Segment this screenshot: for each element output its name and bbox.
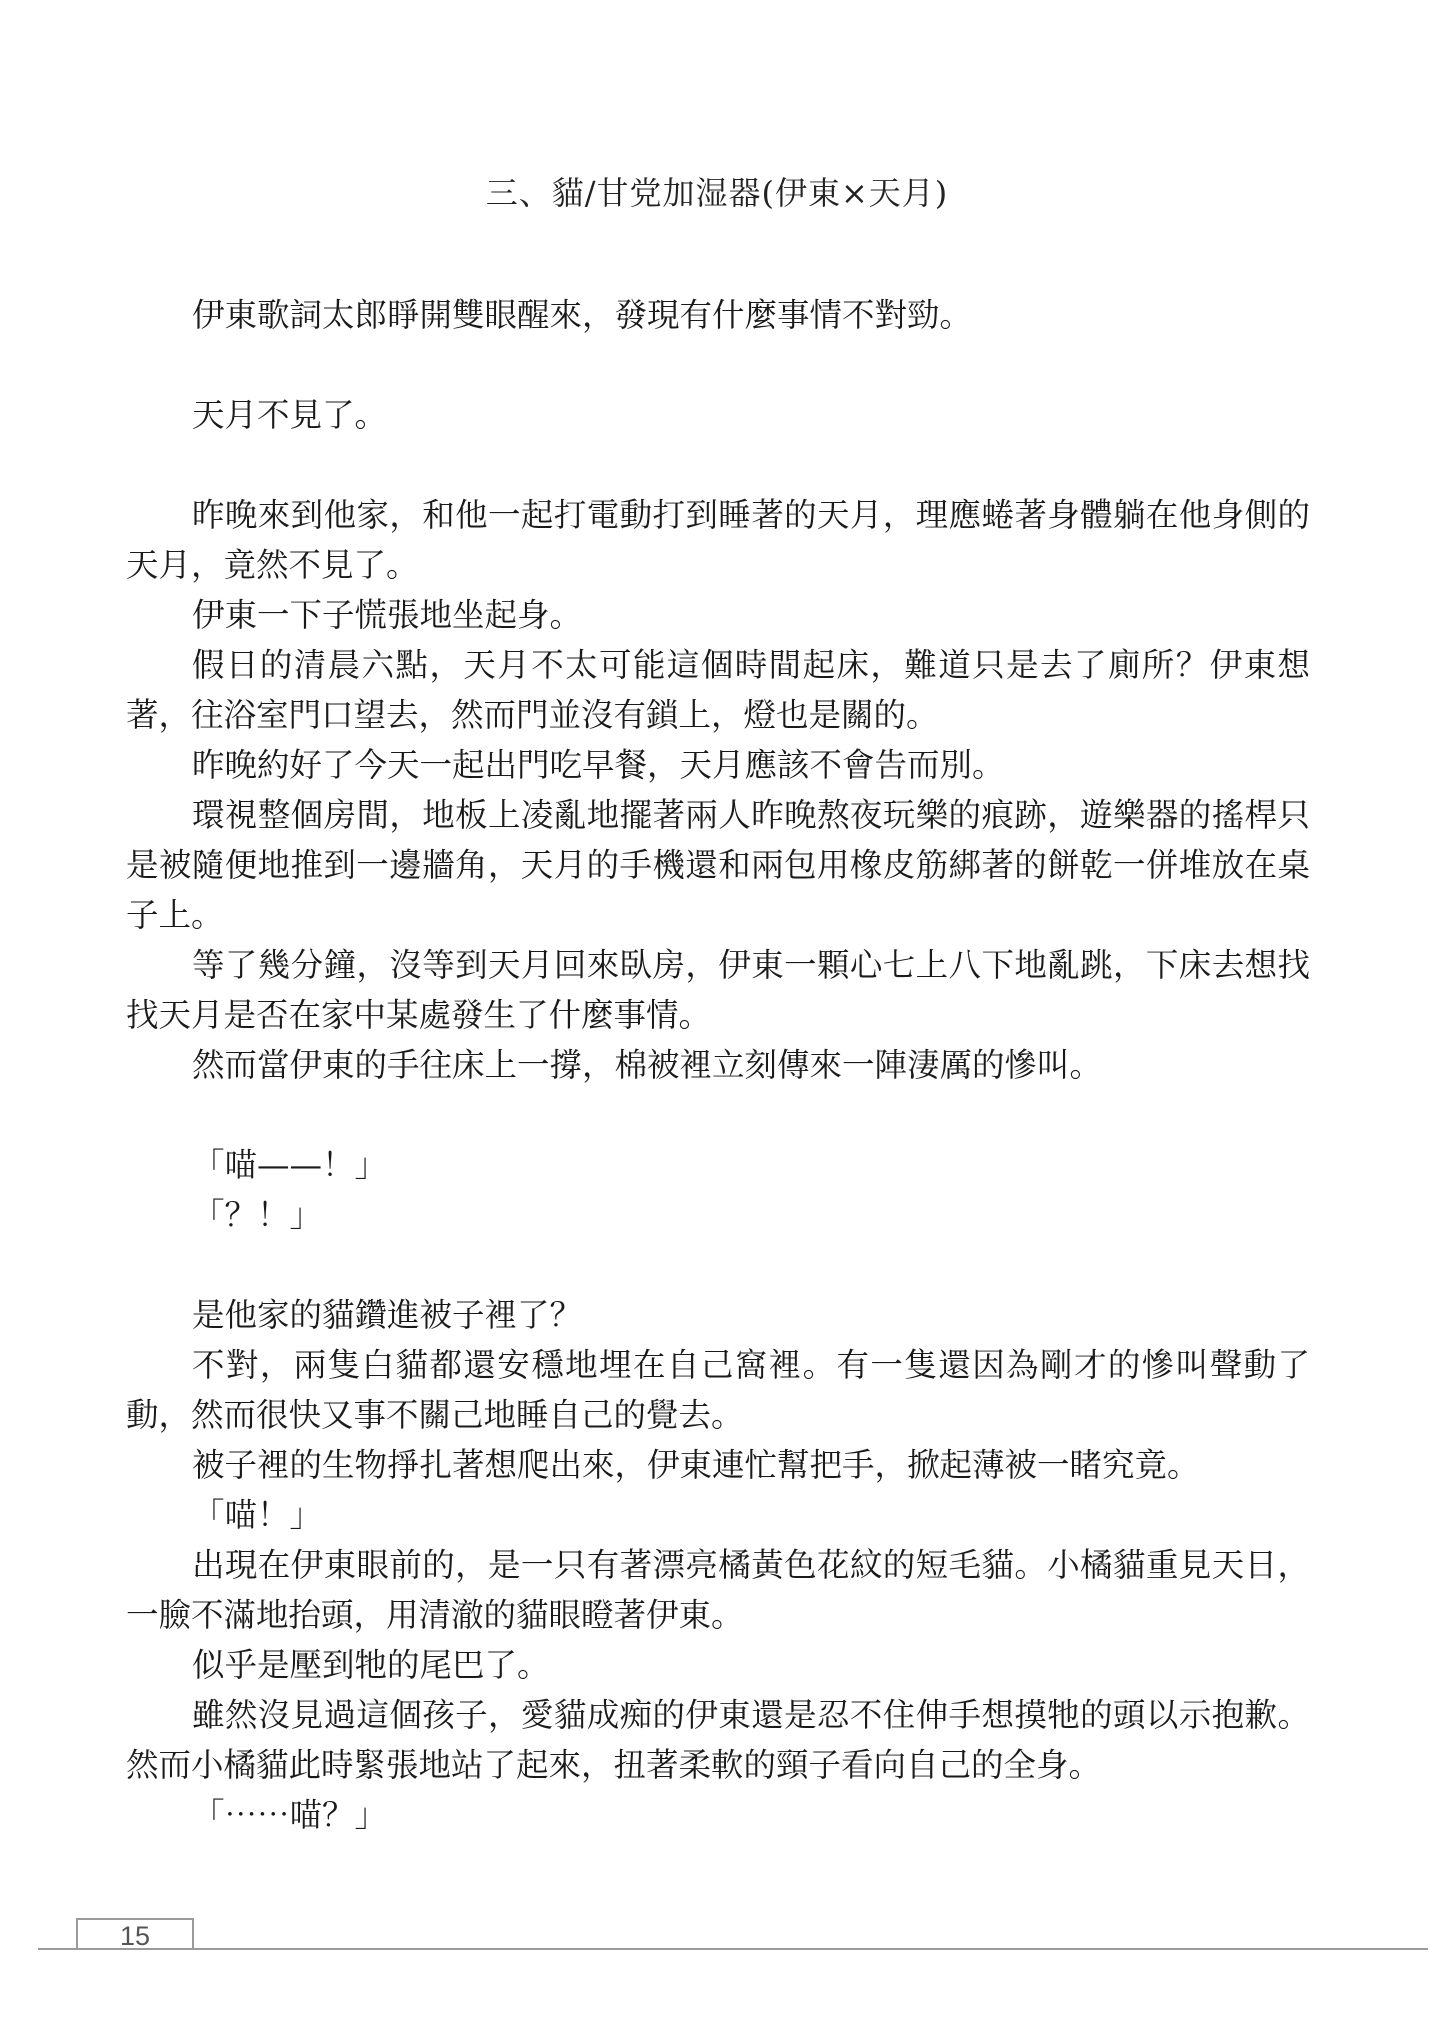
paragraph: 環視整個房間，地板上凌亂地擺著兩人昨晚熬夜玩樂的痕跡，遊樂器的搖桿只是被隨便地推到一邊牆角，天月的手機還和兩包用橡皮筋綁著的餅乾一併堆放在桌子上。 (126, 796, 1310, 934)
paragraph: 然而當伊東的手往床上一撐，棉被裡立刻傳來一陣淒厲的慘叫。 (192, 1046, 1103, 1084)
paragraph: 等了幾分鐘，沒等到天月回來臥房，伊東一顆心七上八下地亂跳，下床去想找找天月是否在家中某處發生了什麼事情。 (126, 946, 1310, 1034)
paragraph: 伊東歌詞太郎睜開雙眼醒來，發現有什麼事情不對勁。 (192, 296, 973, 334)
dialogue-line: 「喵——！」 (192, 1146, 388, 1184)
page-number: 15 (119, 1921, 151, 1951)
dialogue-line: 「？！」 (192, 1196, 323, 1234)
dialogue-line: 「喵！」 (192, 1496, 323, 1534)
paragraph: 是他家的貓鑽進被子裡了？ (192, 1296, 583, 1334)
paragraph: 伊東一下子慌張地坐起身。 (192, 596, 583, 634)
paragraph: 昨晚約好了今天一起出門吃早餐，天月應該不會告而別。 (192, 746, 1005, 784)
body-text (126, 290, 1310, 1840)
footer-rule (38, 1948, 1428, 1950)
paragraph: 被子裡的生物掙扎著想爬出來，伊東連忙幫把手，掀起薄被一睹究竟。 (192, 1446, 1200, 1484)
paragraph: 昨晚來到他家，和他一起打電動打到睡著的天月，理應蜷著身體躺在他身側的天月，竟然不見了。 (126, 496, 1310, 584)
dialogue-line: 「⋯⋯喵？」 (192, 1796, 388, 1834)
paragraph: 似乎是壓到牠的尾巴了。 (192, 1646, 550, 1684)
paragraph: 出現在伊東眼前的，是一只有著漂亮橘黃色花紋的短毛貓。小橘貓重見天日，一臉不滿地抬頭，用清澈的貓眼瞪著伊東。 (126, 1546, 1310, 1634)
paragraph: 天月不見了。 (192, 396, 388, 434)
chapter-title: 三、貓/甘党加湿器(伊東×天月) (485, 174, 949, 212)
paragraph: 假日的清晨六點，天月不太可能這個時間起床，難道只是去了廁所？伊東想著，往浴室門口望去，然而門並沒有鎖上，燈也是關的。 (126, 646, 1310, 734)
paragraph: 雖然沒見過這個孩子，愛貓成痴的伊東還是忍不住伸手想摸牠的頭以示抱歉。然而小橘貓此時緊張地站了起來，扭著柔軟的頸子看向自己的全身。 (126, 1696, 1310, 1784)
paragraph: 不對，兩隻白貓都還安穩地埋在自己窩裡。有一隻還因為剛才的慘叫聲動了動，然而很快又事不關己地睡自己的覺去。 (126, 1346, 1310, 1434)
